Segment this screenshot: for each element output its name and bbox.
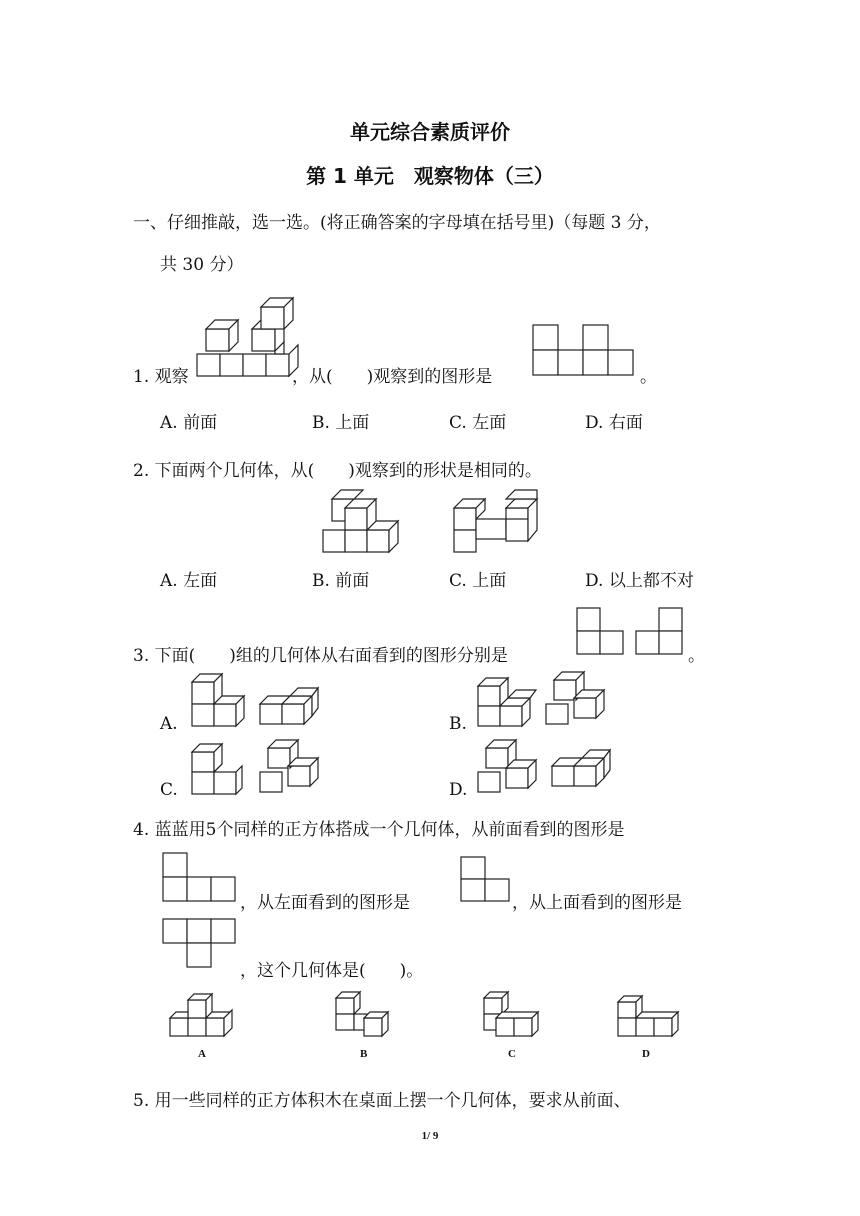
q4-label-a: A: [198, 1048, 206, 1060]
q4-line1: 4. 蓝蓝用5个同样的正方体搭成一个几何体，从前面看到的图形是: [133, 820, 625, 840]
q3-option-d-figure-1: [476, 738, 538, 796]
q2-option-d[interactable]: D. 以上都不对: [585, 571, 694, 591]
q1-view-figure: [532, 324, 638, 376]
q3-text: 3. 下面( )组的几何体从右面看到的图形分别是: [133, 646, 508, 666]
q4-top-view: [162, 918, 238, 970]
q2-solid-right: [452, 488, 544, 554]
q2-text: 2. 下面两个几何体，从( )观察到的形状是相同的。: [133, 461, 542, 481]
q2-option-a[interactable]: A. 左面: [160, 571, 218, 591]
q3-suffix: 。: [688, 646, 705, 666]
q3-option-b[interactable]: B.: [449, 714, 467, 734]
q3-option-c-figure-2: [258, 736, 320, 796]
q3-option-a-figure-1: [190, 672, 246, 728]
q4-line2a: ，从左面看到的图形是: [240, 893, 410, 913]
q4-label-d: D: [642, 1048, 650, 1060]
q1-solid-figure: [194, 302, 304, 378]
q4-figure-b: [334, 990, 398, 1040]
q3-view-figure-2: [635, 607, 685, 655]
q5-text: 5. 用一些同样的正方体积木在桌面上摆一个几何体，要求从前面、: [133, 1091, 631, 1111]
q3-view-figure-1: [576, 607, 626, 655]
q4-line2b: ，从上面看到的图形是: [512, 893, 682, 913]
q4-figure-a: [168, 994, 236, 1040]
q3-option-a[interactable]: A.: [160, 714, 178, 734]
section-heading-cont: 共 30 分）: [160, 255, 244, 275]
q4-figure-c: [482, 990, 546, 1040]
q1-option-a[interactable]: A. 前面: [160, 413, 218, 433]
q4-label-c: C: [508, 1048, 516, 1060]
section-heading: 一、仔细推敲，选一选。(将正确答案的字母填在括号里)（每题 3 分，: [133, 213, 661, 233]
q4-figure-d: [616, 994, 680, 1040]
q4-left-view: [460, 856, 512, 904]
q1-suffix: 。: [640, 367, 657, 387]
q1-middle: ，从( )观察到的图形是: [292, 367, 493, 387]
q3-option-d-figure-2: [550, 748, 614, 790]
q4-line3: ，这个几何体是( )。: [240, 961, 424, 981]
q3-option-a-figure-2: [258, 686, 322, 728]
q3-option-b-figure-2: [544, 668, 606, 728]
q1-prefix: 1. 观察: [133, 367, 189, 387]
q1-option-b[interactable]: B. 上面: [312, 413, 370, 433]
q2-solid-left: [322, 488, 402, 554]
unit-subtitle: 第 1 单元 观察物体（三）: [306, 164, 554, 188]
q4-label-b: B: [360, 1048, 368, 1060]
q3-option-b-figure-1: [476, 674, 538, 728]
q1-option-d[interactable]: D. 右面: [585, 413, 643, 433]
page-title: 单元综合素质评价: [350, 120, 510, 144]
q3-option-c-figure-1: [190, 742, 244, 796]
q4-front-view: [162, 852, 238, 904]
page-number: 1/ 9: [421, 1130, 439, 1142]
q2-option-c[interactable]: C. 上面: [449, 571, 507, 591]
q1-option-c[interactable]: C. 左面: [449, 413, 507, 433]
q2-option-b[interactable]: B. 前面: [312, 571, 370, 591]
q3-option-c[interactable]: C.: [160, 780, 178, 800]
q3-option-d[interactable]: D.: [449, 780, 468, 800]
